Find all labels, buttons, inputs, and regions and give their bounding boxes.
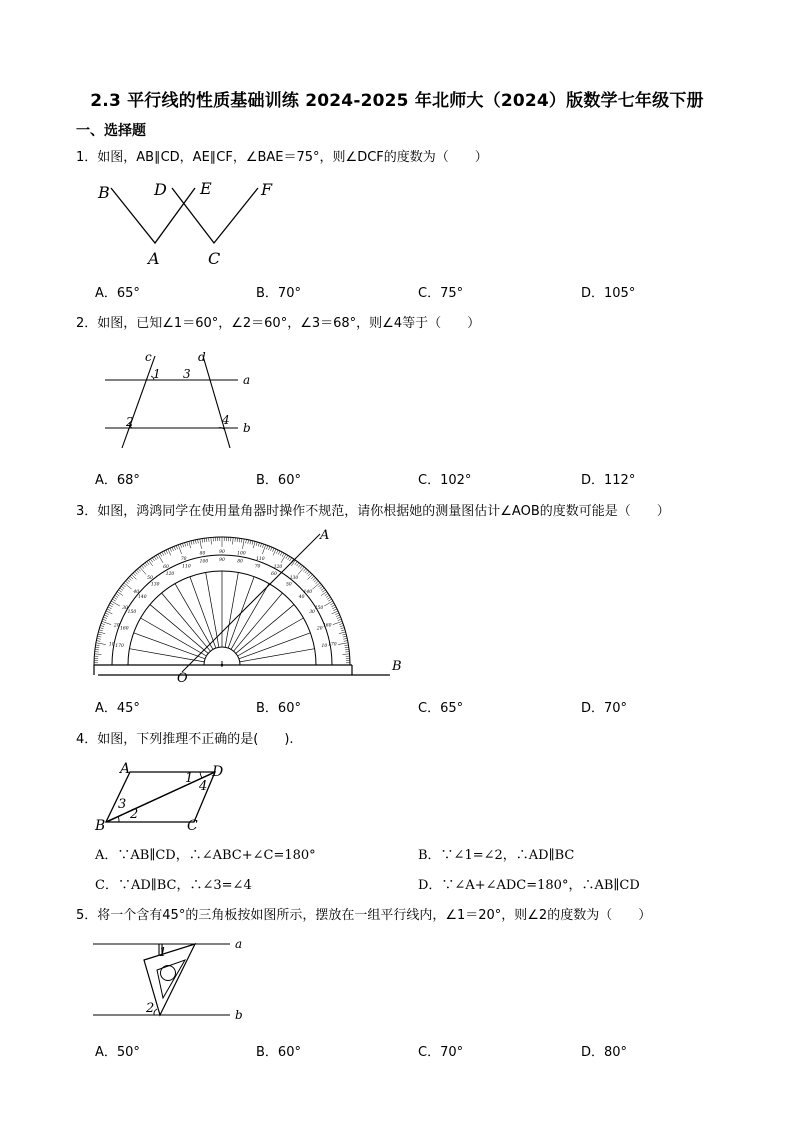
svg-text:10: 10	[321, 643, 328, 649]
q4-label-2: 2	[130, 807, 139, 822]
q5-option-b[interactable]: B．60°	[256, 1045, 301, 1060]
svg-text:150: 150	[127, 610, 137, 615]
q1-label-B: B	[98, 183, 110, 202]
svg-text:170: 170	[328, 642, 337, 648]
q4-label-4: 4	[199, 779, 208, 794]
question-2-stem: 2．如图，已知∠1＝60°，∠2＝60°，∠3＝68°，则∠4等于（ ）	[76, 316, 481, 331]
q4-label-3: 3	[118, 797, 127, 812]
q4-option-b[interactable]: B．∵∠1=∠2，∴AD∥BC	[418, 848, 575, 863]
q3-label-O: O	[177, 671, 188, 686]
svg-text:120: 120	[165, 571, 175, 577]
svg-text:160: 160	[322, 623, 332, 629]
svg-text:140: 140	[303, 590, 313, 596]
svg-text:70: 70	[180, 556, 187, 562]
q1-label-D: D	[154, 180, 167, 199]
page-title: 2.3 平行线的性质基础训练 2024-2025 年北师大（2024）版数学七年级下册	[90, 91, 704, 111]
q5-label-a: a	[235, 937, 243, 951]
q2-label-3: 3	[183, 367, 191, 381]
question-1-figure	[90, 175, 290, 270]
q3-label-A: A	[320, 528, 330, 543]
q5-label-2: 2	[146, 1001, 155, 1016]
question-1-stem: 1．如图，AB∥CD，AE∥CF，∠BAE＝75°，则∠DCF的度数为（ ）	[76, 150, 488, 165]
q1-option-d[interactable]: D．105°	[581, 286, 636, 301]
q5-option-c[interactable]: C．70°	[418, 1045, 464, 1060]
svg-text:90: 90	[219, 550, 225, 555]
q2-label-d: d	[198, 350, 206, 364]
svg-text:140: 140	[138, 595, 147, 601]
q5-label-1: 1	[159, 945, 167, 959]
q2-label-a: a	[243, 373, 251, 387]
q2-option-a[interactable]: A．68°	[95, 473, 140, 488]
svg-text:80: 80	[199, 551, 206, 557]
svg-text:40: 40	[133, 590, 140, 596]
svg-text:60: 60	[163, 565, 169, 571]
q4-label-1: 1	[185, 771, 194, 786]
q3-option-a[interactable]: A．45°	[95, 701, 140, 716]
q2-option-b[interactable]: B．60°	[256, 473, 301, 488]
q5-label-b: b	[235, 1008, 243, 1022]
svg-text:20: 20	[113, 623, 120, 629]
q2-label-1: 1	[153, 367, 161, 381]
question-2-figure	[100, 348, 260, 453]
svg-text:30: 30	[122, 606, 128, 611]
q2-label-4: 4	[222, 413, 230, 427]
q4-label-B: B	[95, 818, 106, 834]
q2-option-d[interactable]: D．112°	[581, 473, 636, 488]
q3-label-B: B	[392, 659, 402, 674]
svg-text:20: 20	[316, 626, 323, 632]
q2-option-c[interactable]: C．102°	[418, 473, 472, 488]
svg-text:90: 90	[219, 558, 225, 563]
q1-option-a[interactable]: A．65°	[95, 286, 140, 301]
svg-text:120: 120	[273, 565, 283, 571]
q4-option-d[interactable]: D．∵∠A+∠ADC=180°，∴AB∥CD	[418, 878, 640, 893]
question-4-figure	[90, 758, 240, 833]
section-heading: 一、选择题	[76, 123, 146, 139]
svg-text:30: 30	[309, 610, 315, 615]
q4-option-a[interactable]: A．∵AB∥CD，∴∠ABC+∠C=180°	[95, 848, 316, 863]
question-4-stem: 4．如图，下列推理不正确的是( ).	[76, 732, 294, 747]
q1-label-F: F	[261, 180, 273, 199]
svg-text:10: 10	[108, 642, 115, 648]
svg-text:150: 150	[314, 606, 324, 611]
question-3-protractor-figure	[80, 520, 420, 690]
svg-text:80: 80	[237, 559, 243, 565]
q1-label-C: C	[208, 249, 221, 268]
svg-text:50: 50	[285, 582, 292, 588]
q4-option-c[interactable]: C．∵AD∥BC，∴∠3=∠4	[95, 878, 252, 893]
q1-option-c[interactable]: C．75°	[418, 286, 464, 301]
q4-label-D: D	[212, 764, 224, 780]
q4-label-A: A	[120, 761, 131, 777]
svg-text:130: 130	[150, 582, 160, 588]
svg-text:100: 100	[237, 551, 246, 557]
q3-option-c[interactable]: C．65°	[418, 701, 464, 716]
svg-text:130: 130	[289, 576, 299, 582]
q2-label-2: 2	[126, 415, 134, 429]
svg-text:170: 170	[115, 643, 124, 649]
svg-text:100: 100	[199, 559, 209, 565]
q5-option-a[interactable]: A．50°	[95, 1045, 140, 1060]
q1-option-b[interactable]: B．70°	[256, 286, 301, 301]
svg-text:40: 40	[298, 595, 305, 601]
q1-label-A: A	[148, 249, 160, 268]
q3-option-b[interactable]: B．60°	[256, 701, 301, 716]
q3-option-d[interactable]: D．70°	[581, 701, 628, 716]
q1-label-E: E	[200, 179, 212, 198]
q2-label-b: b	[243, 421, 251, 435]
question-3-stem: 3．如图，鸿鸿同学在使用量角器时操作不规范，请你根据她的测量图估计∠AOB的度数可能是（ ）	[76, 504, 670, 519]
q5-option-d[interactable]: D．80°	[581, 1045, 628, 1060]
svg-text:110: 110	[256, 556, 265, 562]
svg-text:160: 160	[119, 626, 129, 632]
q4-label-C: C	[187, 818, 198, 834]
svg-text:60: 60	[271, 571, 277, 577]
question-5-stem: 5．将一个含有45°的三角板按如图所示，摆放在一组平行线内，∠1＝20°，则∠2的度数为（ ）	[76, 908, 652, 923]
svg-text:50: 50	[147, 576, 153, 582]
question-5-figure	[90, 932, 260, 1027]
svg-text:70: 70	[254, 564, 261, 570]
q2-label-c: c	[145, 350, 152, 364]
svg-text:110: 110	[182, 564, 191, 570]
